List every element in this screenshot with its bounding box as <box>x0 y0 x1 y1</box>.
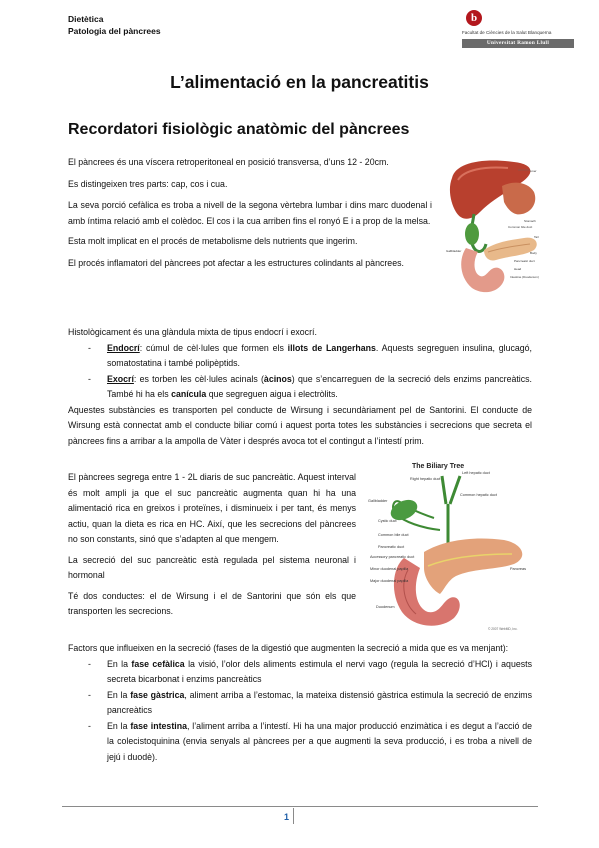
paragraph-secretion-volume: El pàncrees segrega entre 1 - 2L diaris de suc pancreàtic. Aquest interval és molt ampli ja que el suc pancreàtic augmenta quan hi ha una alimentació rica en greixos i proteïnes, i disminueix i per tant, és menys actiu, quan la dieta es rica en HC. Així, que les secrecions del pàncrees no son constants, sinó que s’adapten al que mengem. <box>68 472 356 544</box>
term-acinos: àcinos <box>263 373 292 384</box>
page-number: 1 <box>284 812 290 822</box>
figure1-label-pancreatic-duct: Pancreatic duct <box>514 259 535 263</box>
term-cephalic-phase: fase cefàlica <box>131 658 185 669</box>
pancreas-anatomy-figure <box>444 156 544 304</box>
figure2-label-pancreas: Pancreas <box>510 567 527 571</box>
paragraph-factors: Factors que influeixen en la secreció (fases de la digestió que augmenten la secreció a mida que es va menjant): <box>68 643 509 653</box>
list-item-cephalic-phase: - En la fase cefàlica la visió, l’olor dels aliments estimula el nervi vago (regula la secreció d’HCl) i aquests secreta bicarbonat i enzims pancreàtics <box>88 658 532 684</box>
biliary-tree-figure <box>364 458 534 636</box>
figure2-credit: © 2007 WebMD, Inc. <box>488 627 518 631</box>
figure2-label-right-hepatic-duct: Right hepatic duct <box>410 477 441 481</box>
document-title: L’alimentació en la pancreatitis <box>170 72 429 92</box>
histology-section <box>68 325 532 449</box>
list-item-endocrine: - Endocrí: cúmul de cèl·lules que formen els illots de Langerhans. Aquests segreguen insulina, glucagó, somatostatina i també polipèptids. <box>88 342 532 368</box>
document-header <box>68 13 161 37</box>
term-intestinal-phase: fase intestina <box>130 720 187 731</box>
figure2-label-cystic-duct: Cystic duct <box>378 519 397 523</box>
figure2-title: The Biliary Tree <box>412 463 465 470</box>
figure1-label-gallbladder: Gallbladder <box>446 249 462 253</box>
course-name: Dietètica <box>68 14 104 24</box>
intro-column <box>68 155 432 277</box>
secretion-column <box>68 470 356 620</box>
paragraph-inflammation: El procés inflamatori del pàncrees pot afectar a les estructures colindants al pàncrees. <box>68 257 404 268</box>
figure1-label-tail: Tail <box>534 235 539 239</box>
list-item-intestinal-phase: - En la fase intestina, l’aliment arriba a l’intestí. Hi ha una major producció enzimàtica i es degut a l’acció de la colecistoquinina (envia senyals al pàncrees per a que augmenti la seva producció, i es troba a nivell de jejú i duodè). <box>88 720 532 762</box>
logo-university-text: Universitat Ramon Llull <box>462 39 574 48</box>
figure1-label-common-bile-duct: Common bile duct <box>508 225 533 229</box>
paragraph-parts: Es distingeixen tres parts: cap, cos i cua. <box>68 178 228 189</box>
paragraph-histology: Histològicament és una glàndula mixta de tipus endocrí i exocrí. <box>68 327 317 337</box>
paragraph-location: La seva porció cefàlica es troba a nivell de la segona vèrtebra lumbar i dins marc duodenal i amb íntima relació amb el colèdoc. El cos i la cua arriben fins el ronyó E i a prop de la melsa. <box>68 200 432 226</box>
list-item-exocrine: - Exocrí: es torben les cèl·lules acinals (àcinos) que s’encarreguen de la secreció dels enzims pancreàtics. També hi ha els canícula que segreguen aigua i electròlits. <box>88 373 532 399</box>
figure2-label-left-hepatic-duct: Left hepatic duct <box>462 471 490 475</box>
figure1-label-intestine: Intestine (Duodenum) <box>510 275 539 279</box>
term-endocrine: Endocrí <box>107 342 140 353</box>
topic-name: Patologia del pàncrees <box>68 26 161 36</box>
list-item-gastric-phase: - En la fase gàstrica, aliment arriba a l’estomac, la mateixa distensió gàstrica estimula la secreció de enzims pancreàtics <box>88 689 532 715</box>
paragraph-ducts: Aquestes substàncies es transporten pel conducte de Wirsung i secundàriament pel de Santorini. El conducte de Wirsung està connectat amb el conducte biliar comú i aquest porta totes les substàncies i secrecions que secreta el pàncrees fins a arribar a la ampolla de Vàter i després avoca tot el contingut a l’intestí prim. <box>68 404 532 446</box>
paragraph-metabolism: Esta molt implicat en el procés de metabolisme dels nutrients que ingerim. <box>68 236 358 246</box>
term-langerhans: illots de Langerhans <box>287 342 376 353</box>
figure1-label-body: Body <box>530 251 537 255</box>
paragraph-regulation: La secreció del suc pancreàtic està regulada pel sistema neuronal i hormonal <box>68 554 356 580</box>
paragraph-size: El pàncrees és una víscera retroperitoneal en posició transversa, d’uns 12 - 20cm. <box>68 157 389 167</box>
factors-section <box>68 641 532 765</box>
logo-faculty-text: Facultat de Ciències de la Salut Blanquerna <box>462 30 552 35</box>
page-number-separator <box>293 808 294 824</box>
term-gastric-phase: fase gàstrica <box>130 689 185 700</box>
figure2-label-gallbladder: Gallbladder <box>368 499 388 503</box>
logo-mark: b <box>466 10 482 26</box>
figure1-label-head: Head <box>514 267 522 271</box>
term-canicula: canícula <box>171 389 207 399</box>
paragraph-two-ducts: Té dos conductes: el de Wirsung i el de Santorini que són els que transporten les secrecions. <box>68 590 356 616</box>
figure1-label-liver: Liver <box>530 169 537 173</box>
figure2-label-major-papilla: Major duodenal papilla <box>370 579 409 583</box>
figure2-label-accessory-duct: Accessory pancreatic duct <box>370 555 415 559</box>
figure1-label-stomach: Stomach <box>524 219 536 223</box>
figure2-label-pancreatic-duct: Pancreatic duct <box>378 545 405 549</box>
figure2-label-minor-papilla: Minor duodenal papilla <box>370 567 409 571</box>
figure2-label-duodenum: Duodenum <box>376 605 395 609</box>
figure2-label-common-bile-duct: Common bile duct <box>378 533 409 537</box>
footer-divider <box>62 806 538 807</box>
term-exocrine: Exocrí <box>107 373 134 384</box>
section-heading: Recordatori fisiològic anatòmic del pàncrees <box>68 121 410 138</box>
figure2-label-common-hepatic-duct: Common hepatic duct <box>460 493 497 497</box>
